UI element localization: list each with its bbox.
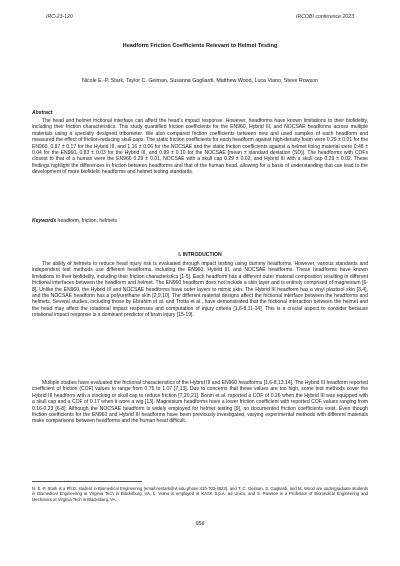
abstract-body: The head and helmet frictional interface can affect the head’s impact response. However, headforms have known limitations to their biofidelity, including their friction characteristics. This study quantified friction coefficients for the EN960, Hybrid III, and NOCSAE headforms across multiple materials using a specially designed tribometer. We also compared friction coefficients between new and used samples of each headform and measured the effect of friction-reducing skull caps. The static friction coefficients for each headform against high-density foam were 0.29 ± 0.01 for the EN960, 0.97 ± 0.17 for the Hybrid III, and 1.16 ± 0.06 for the NOCSAE and the static friction coefficients against a helmet lining material were 0.48 ± 0.04 for the EN960, 0.83 ± 0.03 for the Hybrid III, and 0.99 ± 0.10 for the NOCSAE [mean ± standard deviation (SD)]. The headforms with COFs closest to that of a human were the EN960 0.29 ± 0.01, NOCSAE with a skull cap 0.29 ± 0.02, and Hybrid III with a skull cap 0.29 ± 0.02. These findings highlight the differences in friction between headforms and that of the human head, allowing for a basis of understanding that can lead to the development of more biofidelic headforms and helmet testing standards. bbox=[32, 118, 368, 176]
paper-title: Headform Friction Coefficients Relevant to Helmet Testing bbox=[122, 43, 278, 49]
running-header-id: IRC-23-120 bbox=[46, 14, 73, 20]
intro-paragraph-2: Multiple studies have evaluated the frictional characteristics of the Hybrid III and EN960 headforms [1,6-8,13,14]. The Hybrid III headform reported coefficient of friction (COF) values to range from 0.75 to 1.07 [7,13]. Due to concerns that these values are too high, some test methods cover the Hybrid III headform with a stocking or skull cap to reduce friction [7,20,21]. Bonin et al. reported a COF of 0.26 when the Hybrid III was equipped with a skull cap and a COF of 0.17 when it wore a wig [13]. Magnesium headforms have a lower friction coefficient with reported COF values ranging from 0.16-0.23 [6-8]. Although the NOCSAE headform is widely employed for helmet testing [9], no documented friction coefficients exist. Even though friction coefficients for the EN960 and Hybrid III headforms have been previously investigated, varying experimental methods with different materials make comparisons between headforms and the human head difficult. bbox=[32, 380, 368, 425]
running-header-conference: IRCOBI conference 2023 bbox=[296, 14, 354, 20]
page-number: 956 bbox=[195, 521, 205, 527]
intro-paragraph-1: The ability of helmets to reduce head injury risk is evaluated through impact testing using dummy headforms. However, various standards and independent test methods use different headforms, including the EN960, Hybrid III, and NOCSAE headforms. These headforms have known limitations to their biofidelity, including their friction characteristics [1-5]. Each headform has a different outer material composition resulting in different frictional interfaces between the headform and helmet. The EN960 headform does not include a skin layer and is entirely comprised of magnesium [6-8]. Unlike the EN960, the Hybrid III and NOCSAE headforms have outer layers to mimic skin. The Hybrid III headform has a vinyl plastisol skin [3,4], and the NOCSAE headform has a polyurethane skin [2,9,10]. The different material designs affect the frictional interface between the headforms and helmets. Several studies, including those by Ebrahim et al. and Trotta et al., have demonstrated that the frictional interaction between the helmet and the head may affect the rotational impact responses and computation of injury criteria [1,6-8,11-14]. This is a crucial aspect to consider because rotational impact response is a dominant predictor of brain injury [15-19]. bbox=[32, 261, 368, 319]
section-heading-introduction: I. INTRODUCTION bbox=[178, 252, 222, 258]
author-footnote: N. E.-P. Stark is a Ph.D. student in Biomedical Engineering (email:nestark@vt.edu phone:410-703-4523), and T. C. Geiman, S. Gagliardi, and M. Wood are undergraduate students in Biomedical Engineering at Virginia Tech in Blacksburg, VA, L. Viano is employed at KASK S.p.A. ad Unico, and S. Rowson is a Professor of Biomedical Engineering and Mechanics at Virginia Tech in Blacksburg, VA. bbox=[32, 486, 368, 502]
footnote-divider bbox=[32, 481, 142, 482]
author-list: Nicole E.-P. Stark, Taylor C. Geiman, Susanna Gagliardi, Matthew Wood, Luca Viano, Steve Rowson bbox=[81, 78, 319, 84]
keywords-text: headform, friction, helmets bbox=[56, 218, 117, 224]
abstract-heading: Abstract bbox=[32, 110, 53, 116]
keywords-label: Keywords bbox=[32, 218, 57, 224]
keywords-line bbox=[32, 218, 368, 224]
